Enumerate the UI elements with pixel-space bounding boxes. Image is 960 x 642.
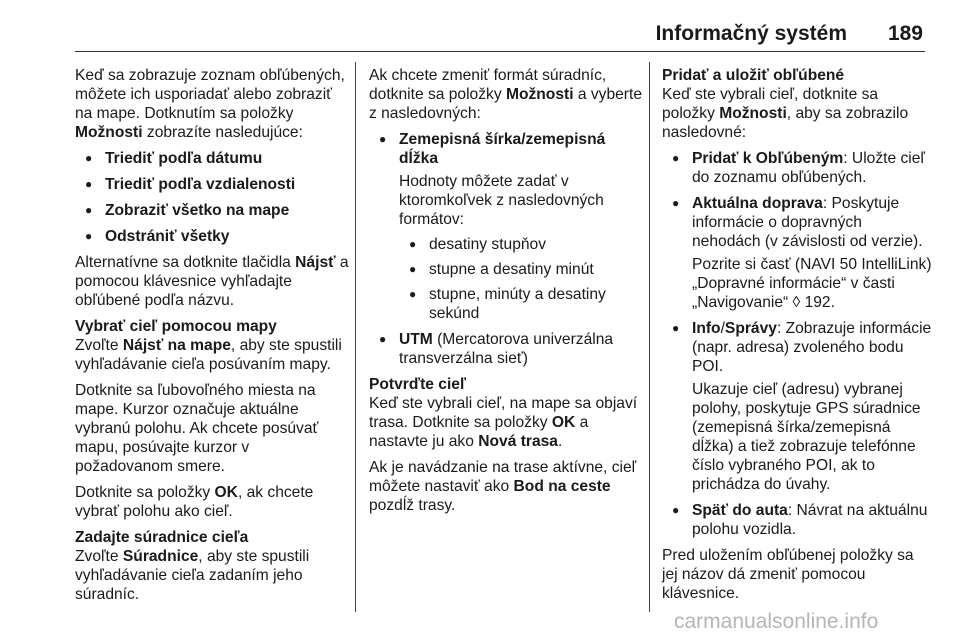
section-heading-coordinates: Zadajte súradnice cieľa [75,529,249,546]
list-item: ● Triediť podľa vzdialenosti [75,175,351,194]
column-1 [75,66,351,611]
add-favorite-intro: Keď ste vybrali cieľ, dotknite sa položky Možnosti, aby sa zobrazilo nasledovné: [662,86,909,141]
coordinate-format-intro: Ak chcete zmeniť formát súradníc, dotknite sa položky Možnosti a vyberte z nasledovných: [369,67,643,122]
format-sublist [399,235,647,323]
list-item: ● Pridať k Obľúbeným: Uložte cieľ do zoznamu obľúbených. [662,149,932,187]
list-item: ● Info/Správy: Zobrazuje informácie (napr. adresa) zvoleného bodu POI. Ukazuje cieľ (adresu) vybranej polohy, poskytuje GPS súradnice (zemepisná šírka/zemepisná dĺžka) a tiež zobrazuje telefónne číslo vybraného POI, ak to prichádza do úvahy. [662,319,932,494]
list-item: ● stupne a desatiny minút [399,260,647,279]
header-divider [75,51,925,52]
list-item: ● desatiny stupňov [399,235,647,254]
list-item: ● stupne, minúty a desatiny sekúnd [399,285,647,323]
favorites-intro: Keď sa zobrazuje zoznam obľúbených, môžete ich usporiadať alebo zobraziť na mape. Dotknutím sa položky Možnosti zobrazíte nasledujúce: [75,67,345,141]
confirm-text: Keď ste vybrali cieľ, na mape sa objaví trasa. Dotknite sa položky OK a nastavte ju ako Nová trasa. [369,395,638,450]
section-heading-confirm: Potvrďte cieľ [369,376,466,393]
coordinates-text: Zvoľte Súradnice, aby ste spustili vyhľadávanie cieľa zadaním jeho súradníc. [75,548,310,603]
page-header [75,18,927,48]
map-cursor-text: Dotknite sa ľubovoľného miesta na mape. Kurzor označuje aktuálne vybranú polohu. Ak chcete posúvať mapu, posúvajte kurzor v požadovanom smere. [75,382,319,475]
poi-note: Ukazuje cieľ (adresu) vybranej polohy, poskytuje GPS súradnice (zemepisná šírka/zemepisná dĺžka) a tiež zobrazuje telefónne číslo vybraného POI, ak to prichádza do úvahy. [692,381,921,493]
search-favorites-text: Alternatívne sa dotknite tlačidla Nájsť a pomocou klávesnice vyhľadajte obľúbené podľa názvu. [75,254,349,309]
section-heading-add-favorite: Pridať a uložiť obľúbené [662,67,845,84]
map-ok-text: Dotknite sa položky OK, ak chcete vybrať polohu ako cieľ. [75,484,314,520]
traffic-note: Pozrite si časť (NAVI 50 IntelliLink) „Dopravné informácie“ v časti „Navigovanie“ ◊ 192. [692,256,932,311]
column-divider [649,62,650,612]
section-heading-map: Vybrať cieľ pomocou mapy [75,318,277,335]
list-item: ● Aktuálna doprava: Poskytuje informácie o dopravných nehodách (v závislosti od verzie). Pozrite si časť (NAVI 50 IntelliLink) „Dopravné informácie“ v časti „Navigovanie“ ◊ 192. [662,194,932,312]
watermark: carmanualsonline.info [674,610,879,633]
waypoint-text: Ak je navádzanie na trase aktívne, cieľ môžete nastaviť ako Bod na ceste pozdĺž trasy. [369,459,637,514]
page-number: 189 [887,22,923,45]
column-2 [369,66,647,522]
list-item: ● Odstrániť všetky [75,227,351,246]
list-item: ● Zemepisná šírka/zemepisná dĺžka Hodnoty môžete zadať v ktoromkoľvek z nasledovných formátov: ● desatiny stupňov ● stupne a desatiny minút ● stupne, minúty a desatiny sekúnd [369,130,647,323]
list-item: ● UTM (Mercatorova univerzálna transverzálna sieť) [369,330,647,368]
destination-options-list [662,149,932,539]
favorites-options-list [75,149,351,246]
column-divider [355,62,356,612]
page-title: Informačný systém [655,22,847,45]
list-item: ● Späť do auta: Návrat na aktuálnu polohu vozidla. [662,501,932,539]
rename-favorite-text: Pred uložením obľúbenej položky sa jej názov dá zmeniť pomocou klávesnice. [662,547,914,602]
list-item: ● Triediť podľa dátumu [75,149,351,168]
map-search-text: Zvoľte Nájsť na mape, aby ste spustili vyhľadávanie cieľa posúvaním mapy. [75,337,342,373]
coordinate-format-list [369,130,647,368]
format-description: Hodnoty môžete zadať v ktoromkoľvek z nasledovných formátov: [399,173,604,228]
column-3 [662,66,932,610]
list-item: ● Zobraziť všetko na mape [75,201,351,220]
